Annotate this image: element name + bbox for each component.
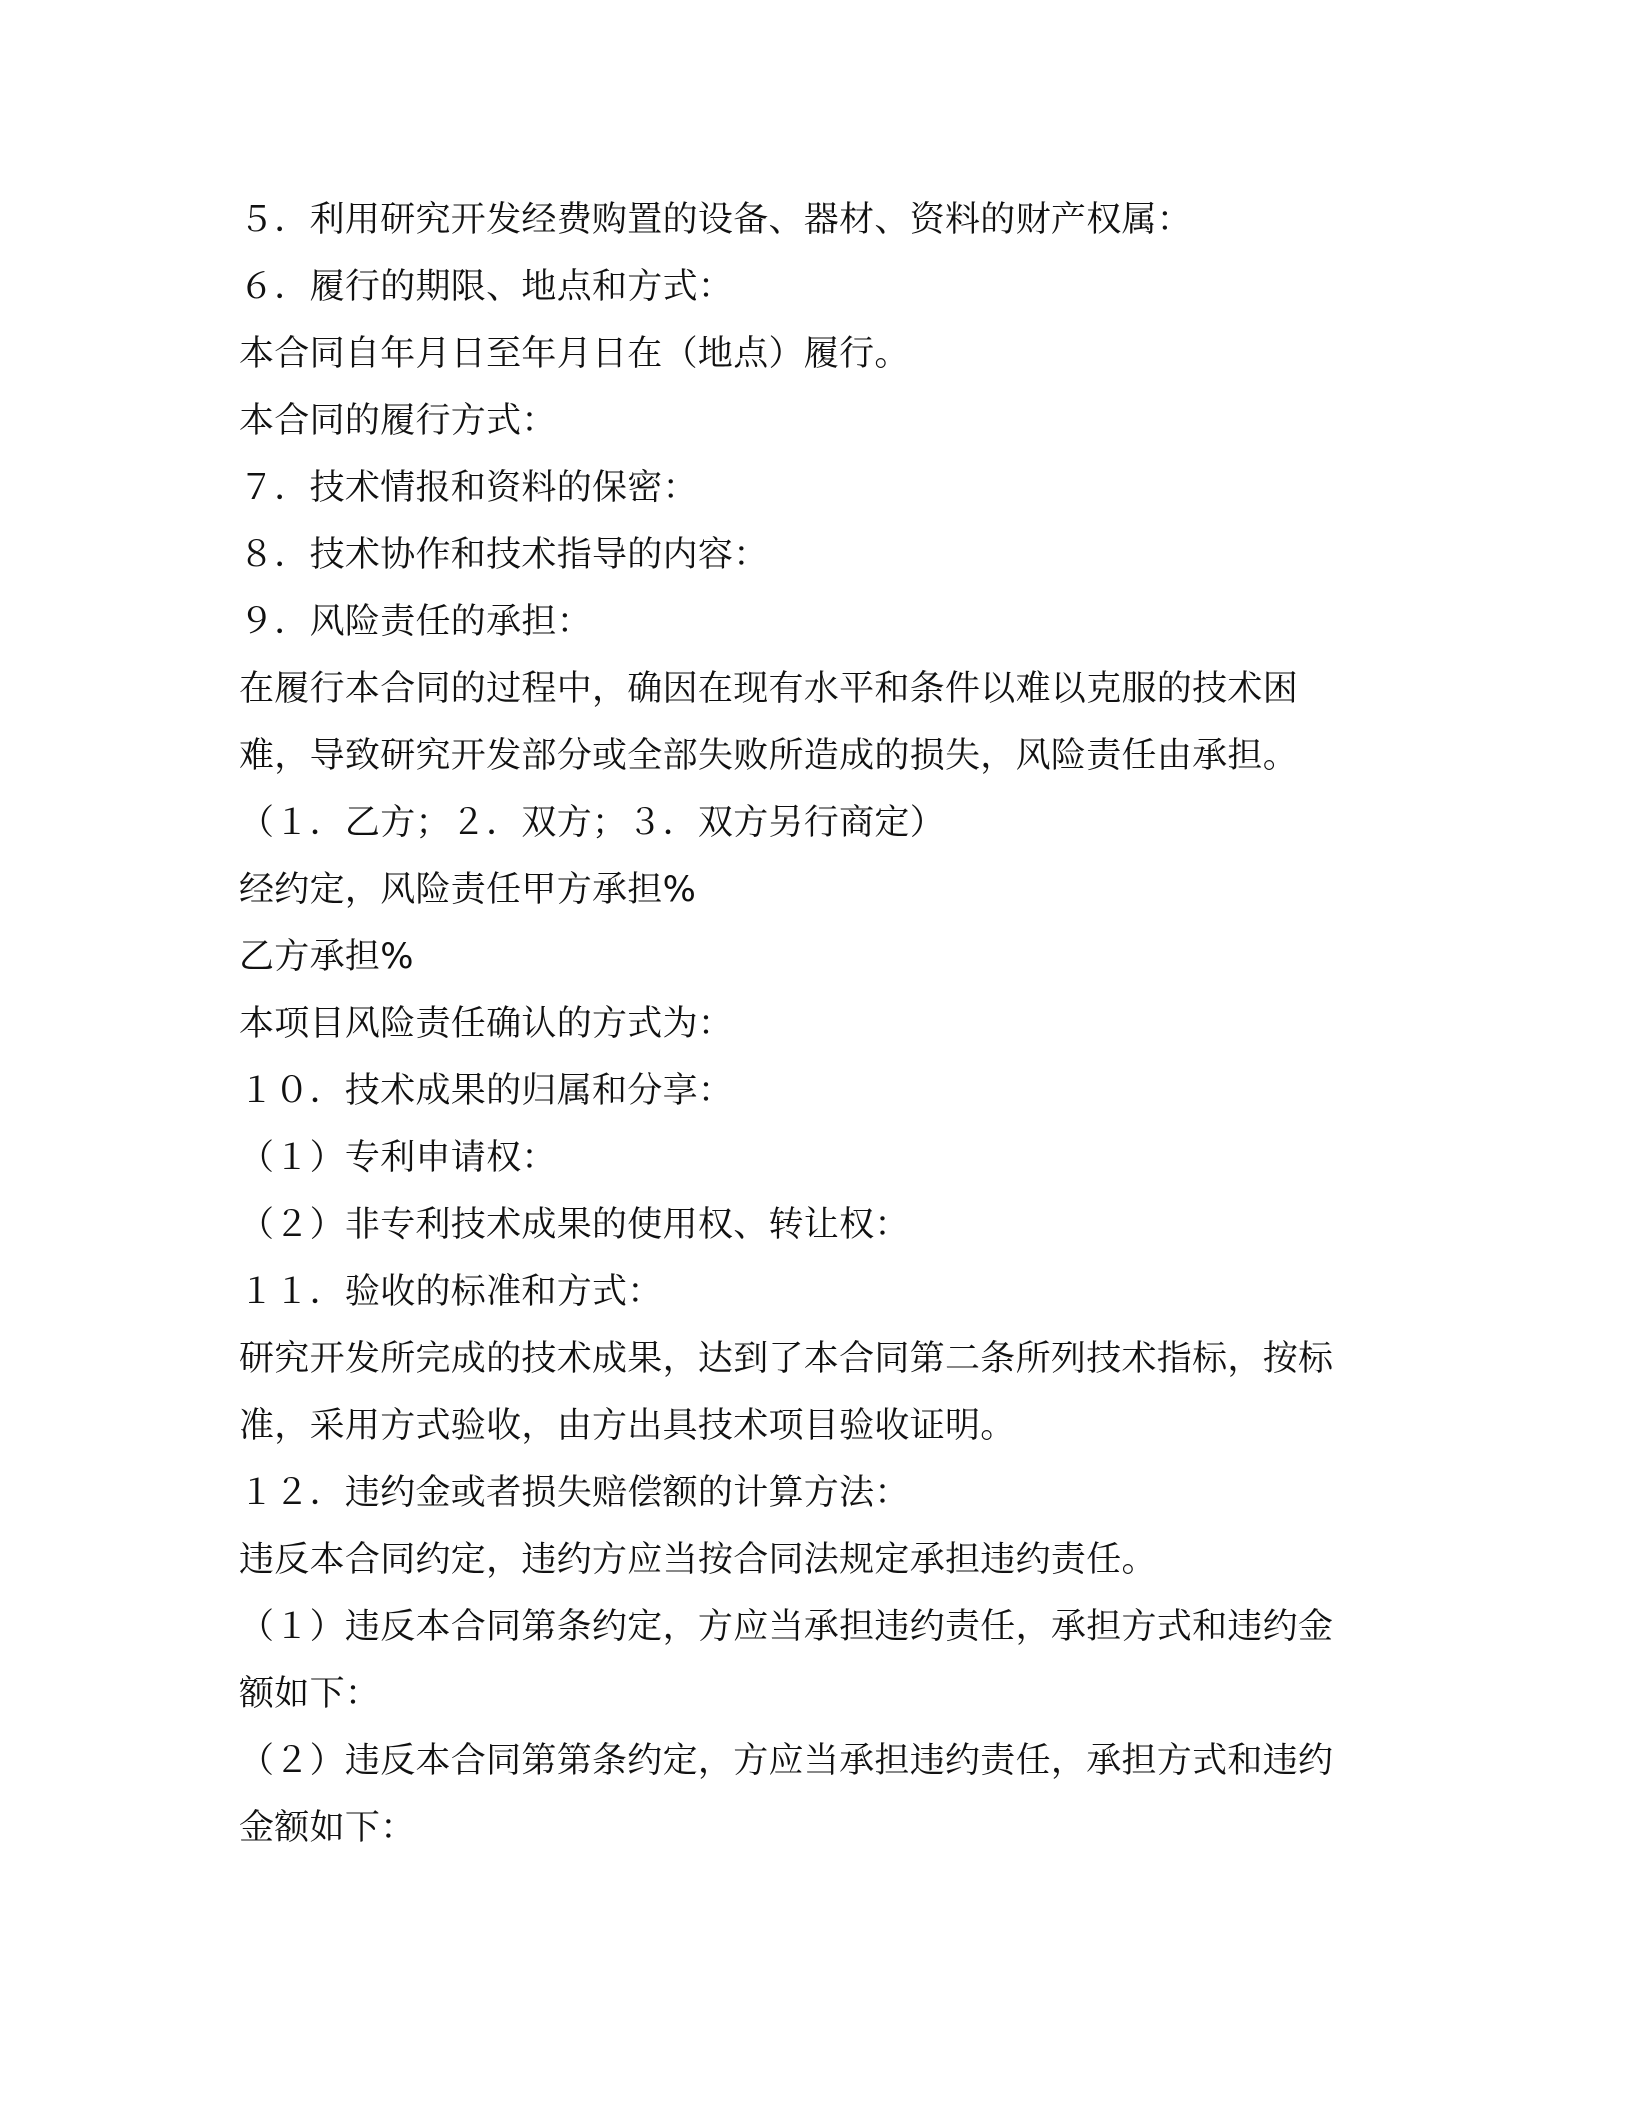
risk-paragraph-line-1: 在履行本合同的过程中，确因在现有水平和条件以难以克服的技术困 <box>239 669 1299 709</box>
clause-9-risk-liability: ９．风险责任的承担： <box>239 602 593 642</box>
clause-6-performance-terms: ６．履行的期限、地点和方式： <box>239 267 734 307</box>
document-body <box>239 187 1399 1862</box>
risk-paragraph-line-2: 难，导致研究开发部分或全部失败所造成的损失，风险责任由承担。 <box>239 736 1299 776</box>
acceptance-paragraph-line-1: 研究开发所完成的技术成果，达到了本合同第二条所列技术指标，按标 <box>239 1339 1334 1379</box>
clause-11-acceptance: １１．验收的标准和方式： <box>239 1272 663 1312</box>
risk-confirmation-method: 本项目风险责任确认的方式为： <box>239 1004 734 1044</box>
breach-item-2-line-2: 金额如下： <box>239 1808 416 1848</box>
party-a-risk-share: 经约定，风险责任甲方承担% <box>239 870 697 910</box>
party-b-risk-share: 乙方承担% <box>239 937 414 977</box>
clause-8-technical-cooperation: ８．技术协作和技术指导的内容： <box>239 535 769 575</box>
breach-liability-line: 违反本合同约定，违约方应当按合同法规定承担违约责任。 <box>239 1540 1157 1580</box>
clause-5-equipment-ownership: ５．利用研究开发经费购置的设备、器材、资料的财产权属： <box>239 200 1193 240</box>
acceptance-paragraph-line-2: 准，采用方式验收，由方出具技术项目验收证明。 <box>239 1406 1016 1446</box>
patent-application-right: （１）专利申请权： <box>239 1138 557 1178</box>
clause-10-results-ownership: １０．技术成果的归属和分享： <box>239 1071 734 1111</box>
clause-12-damages: １２．违约金或者损失赔偿额的计算方法： <box>239 1473 910 1513</box>
risk-options-line: （１．乙方；２．双方；３．双方另行商定） <box>239 803 946 843</box>
non-patent-results-rights: （２）非专利技术成果的使用权、转让权： <box>239 1205 910 1245</box>
breach-item-2-line-1: （２）违反本合同第第条约定，方应当承担违约责任，承担方式和违约 <box>239 1741 1334 1781</box>
performance-method-line: 本合同的履行方式： <box>239 401 557 441</box>
breach-item-1-line-2: 额如下： <box>239 1674 381 1714</box>
clause-7-confidentiality: ７．技术情报和资料的保密： <box>239 468 698 508</box>
performance-period-line: 本合同自年月日至年月日在（地点）履行。 <box>239 334 910 374</box>
breach-item-1-line-1: （１）违反本合同第条约定，方应当承担违约责任，承担方式和违约金 <box>239 1607 1334 1647</box>
